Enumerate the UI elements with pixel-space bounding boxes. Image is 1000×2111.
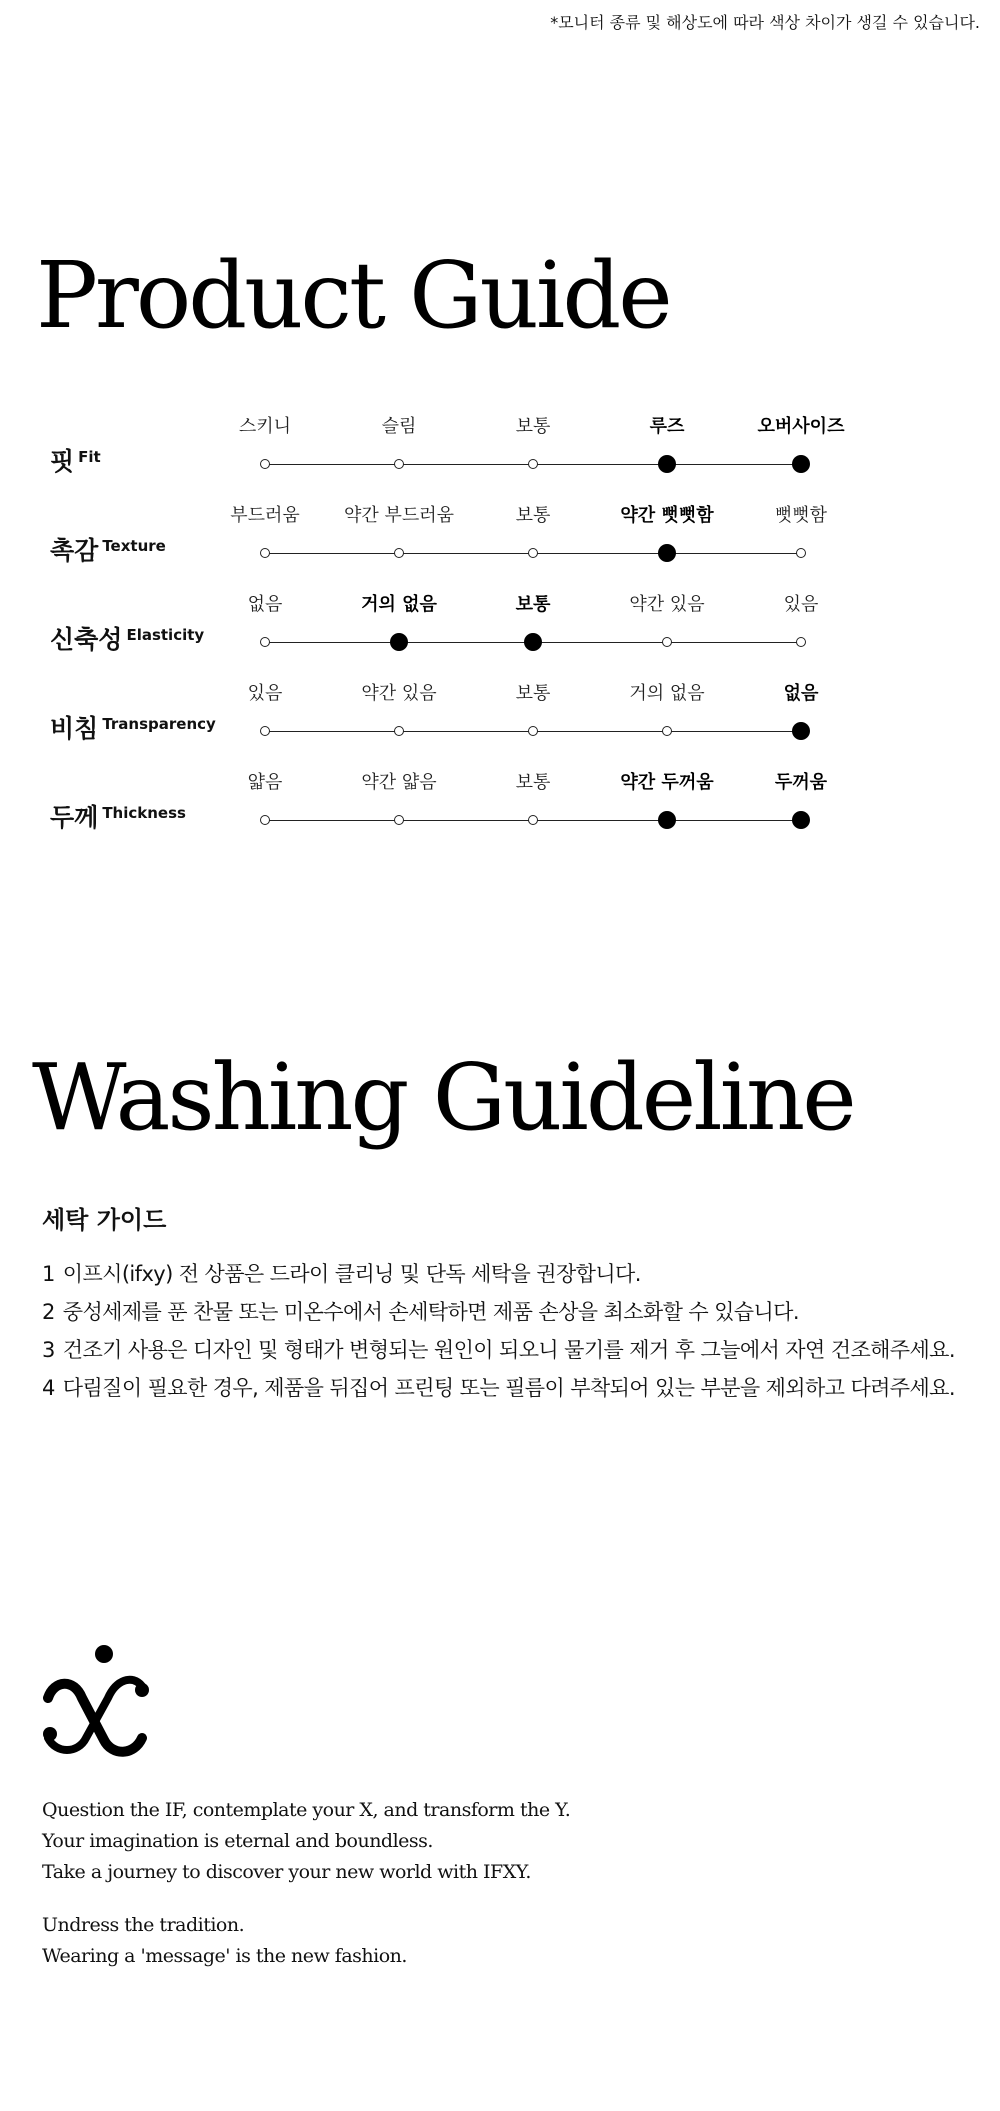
instruction-text: 이프시(ifxy) 전 상품은 드라이 클리닝 및 단독 세탁을 권장합니다. (62, 1262, 641, 1286)
scale-option-label: 보통 (515, 416, 551, 437)
guide-row-transparency (0, 679, 1000, 749)
guide-row-elasticity (0, 590, 1000, 660)
guide-row-label (50, 798, 186, 834)
scale-dot-selected (792, 811, 810, 829)
scale-dot-selected (658, 455, 676, 473)
scale-option-label: 약간 있음 (629, 594, 705, 615)
scale-dot (528, 459, 538, 469)
scale-option-label: 부드러움 (230, 505, 300, 526)
scale-dot (260, 637, 270, 647)
scale-dot (394, 726, 404, 736)
scale-option-label: 보통 (515, 772, 551, 793)
guide-row-thickness (0, 768, 1000, 838)
scale-dot (260, 815, 270, 825)
guide-label-english: Texture (102, 537, 166, 555)
scale-dot (394, 548, 404, 558)
scale-option-label: 오버사이즈 (757, 416, 845, 437)
guide-label-english: Thickness (102, 804, 186, 822)
scale-option-label: 약간 부드러움 (343, 505, 455, 526)
washing-instruction-item (42, 1255, 955, 1293)
guide-label-korean: 촉감 (50, 536, 99, 565)
scale-dot (528, 726, 538, 736)
brand-statement-line: Take a journey to discover your new world with IFXY. (42, 1861, 531, 1883)
scale-dot (662, 637, 672, 647)
instruction-number: 4 (42, 1376, 55, 1400)
brand-tagline-line: Undress the tradition. (42, 1914, 245, 1936)
guide-row-label (50, 442, 101, 478)
scale-dot (796, 548, 806, 558)
washing-guideline-title: Washing Guideline (32, 1044, 854, 1151)
scale-dot (528, 815, 538, 825)
brand-statement-line: Your imagination is eternal and boundless. (42, 1830, 433, 1852)
instruction-text: 다림질이 필요한 경우, 제품을 뒤집어 프린팅 또는 필름이 부착되어 있는 부분을 제외하고 다려주세요. (62, 1376, 955, 1400)
product-guide-title: Product Guide (36, 242, 670, 349)
scale-dot-selected (658, 811, 676, 829)
brand-tagline-line: Wearing a 'message' is the new fashion. (42, 1945, 407, 1967)
scale-dot (796, 637, 806, 647)
washing-instruction-item (42, 1293, 955, 1331)
scale-dot (662, 726, 672, 736)
scale-option-label: 얇음 (247, 772, 283, 793)
scale-dot (394, 459, 404, 469)
scale-option-label: 뻣뻣함 (774, 505, 828, 526)
guide-label-korean: 신축성 (50, 625, 123, 654)
guide-label-korean: 핏 (50, 447, 75, 476)
scale-option-label: 약간 있음 (361, 683, 437, 704)
washing-instruction-item (42, 1369, 955, 1407)
scale-option-label: 스키니 (238, 416, 292, 437)
scale-option-label: 있음 (247, 683, 283, 704)
washing-instructions-list (42, 1255, 955, 1407)
guide-row-texture (0, 501, 1000, 571)
scale-option-label: 거의 없음 (629, 683, 705, 704)
scale-option-label: 있음 (783, 594, 819, 615)
scale-dot (260, 548, 270, 558)
instruction-text: 건조기 사용은 디자인 및 형태가 변형되는 원인이 되오니 물기를 제거 후 그늘에서 자연 건조해주세요. (62, 1338, 955, 1362)
scale-dot-selected (524, 633, 542, 651)
instruction-text: 중성세제를 푼 찬물 또는 미온수에서 손세탁하면 제품 손상을 최소화할 수 있습니다. (62, 1300, 799, 1324)
guide-row-label (50, 709, 216, 745)
scale-dot-selected (390, 633, 408, 651)
scale-option-label: 없음 (783, 683, 819, 704)
guide-row-fit (0, 412, 1000, 482)
scale-option-label: 보통 (515, 594, 551, 615)
monitor-color-notice: *모니터 종류 및 해상도에 따라 색상 차이가 생길 수 있습니다. (550, 13, 980, 32)
scale-option-label: 거의 없음 (361, 594, 437, 615)
scale-dot-selected (792, 455, 810, 473)
guide-label-korean: 두께 (50, 803, 99, 832)
scale-dot-selected (792, 722, 810, 740)
guide-row-label (50, 620, 204, 656)
brand-statement (42, 1795, 570, 1888)
instruction-number: 3 (42, 1338, 55, 1362)
scale-dot (260, 726, 270, 736)
scale-option-label: 약간 뻣뻣함 (620, 505, 714, 526)
brand-tagline (42, 1910, 407, 1972)
guide-label-english: Elasticity (126, 626, 205, 644)
scale-dot (260, 459, 270, 469)
scale-dot-selected (658, 544, 676, 562)
scale-option-label: 두꺼움 (774, 772, 828, 793)
scale-dot (394, 815, 404, 825)
washing-guide-heading: 세탁 가이드 (42, 1206, 167, 1234)
scale-option-label: 보통 (515, 505, 551, 526)
scale-option-label: 약간 두꺼움 (620, 772, 714, 793)
washing-instruction-item (42, 1331, 955, 1369)
scale-option-label: 없음 (247, 594, 283, 615)
guide-label-korean: 비침 (50, 714, 99, 743)
scale-option-label: 약간 얇음 (361, 772, 437, 793)
guide-row-label (50, 531, 166, 567)
brand-statement-line: Question the IF, contemplate your X, and transform the Y. (42, 1799, 571, 1821)
scale-option-label: 슬림 (381, 416, 417, 437)
scale-option-label: 보통 (515, 683, 551, 704)
instruction-number: 2 (42, 1300, 55, 1324)
guide-label-english: Fit (78, 448, 101, 466)
x-logo-icon (38, 1640, 158, 1760)
guide-label-english: Transparency (102, 715, 216, 733)
scale-dot (528, 548, 538, 558)
scale-option-label: 루즈 (649, 416, 685, 437)
instruction-number: 1 (42, 1262, 55, 1286)
